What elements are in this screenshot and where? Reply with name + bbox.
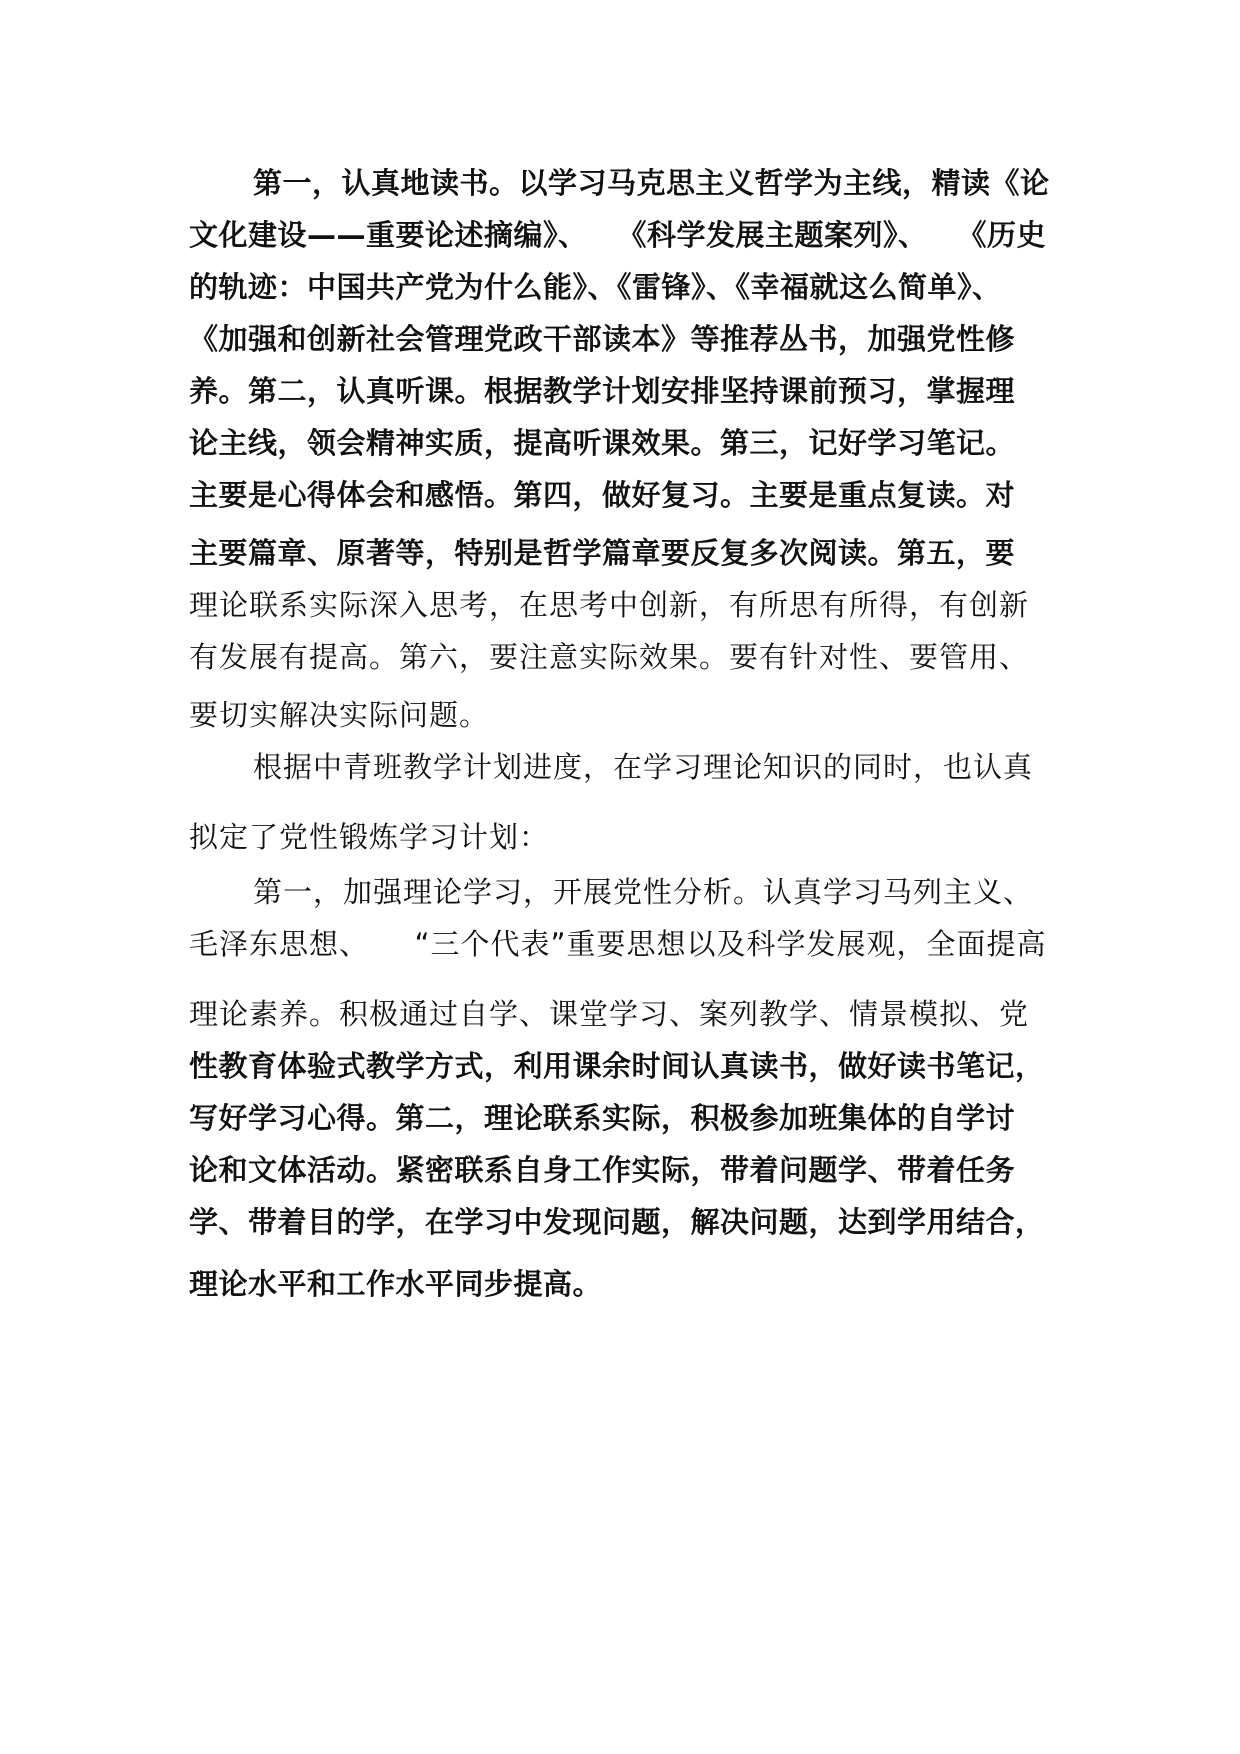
paragraph-1-line-1: 第一，认真地读书。以学习马克思主义哲学为主线，精读《论	[253, 166, 1050, 200]
paragraph-3-line-8: 理论水平和工作水平同步提高。	[189, 1267, 603, 1301]
paragraph-3-line-1: 第一，加强理论学习，开展党性分析。认真学习马列主义、	[253, 875, 1034, 909]
paragraph-1-line-4: 《加强和创新社会管理党政干部读本》等推荐丛书，加强党性修	[189, 322, 1016, 356]
paragraph-3-line-4: 性教育体验式教学方式，利用课余时间认真读书，做好读书笔记，	[189, 1049, 1045, 1083]
paragraph-3-line-2: 毛泽东思想、 “三个代表”重要思想以及科学发展观，全面提高	[189, 927, 1047, 961]
paragraph-2-line-1: 根据中青班教学计划进度，在学习理论知识的同时，也认真	[253, 750, 1034, 784]
paragraph-1-line-10: 有发展有提高。第六，要注意实际效果。要有针对性、要管用、	[189, 640, 1030, 674]
paragraph-1-line-9: 理论联系实际深入思考，在思考中创新，有所思有所得，有创新	[189, 588, 1030, 622]
paragraph-1-line-8: 主要篇章、原著等，特别是哲学篇章要反复多次阅读。第五，要	[189, 536, 1016, 570]
paragraph-1-line-5: 养。第二，认真听课。根据教学计划安排坚持课前预习，掌握理	[189, 374, 1016, 408]
paragraph-2-line-2: 拟定了党性锻炼学习计划：	[189, 820, 550, 854]
paragraph-3-line-6: 论和文体活动。紧密联系自身工作实际，带着问题学、带着任务	[189, 1153, 1016, 1187]
paragraph-1-line-7: 主要是心得体会和感悟。第四，做好复习。主要是重点复读。对	[189, 478, 1016, 512]
paragraph-1-line-3: 的轨迹：中国共产党为什么能》、《雷锋》、《幸福就这么简单》、	[189, 270, 1002, 304]
paragraph-1-line-2: 文化建设——重要论述摘编》、 《科学发展主题案列》、 《历史	[189, 218, 1047, 252]
paragraph-1-line-6: 论主线，领会精神实质，提高听课效果。第三，记好学习笔记。	[189, 426, 1016, 460]
paragraph-3-line-3: 理论素养。积极通过自学、课堂学习、案列教学、情景模拟、党	[189, 997, 1030, 1031]
paragraph-3-line-7: 学、带着目的学，在学习中发现问题，解决问题，达到学用结合，	[189, 1205, 1045, 1239]
paragraph-3-line-5: 写好学习心得。第二，理论联系实际，积极参加班集体的自学讨	[189, 1101, 1016, 1135]
paragraph-1-line-11: 要切实解决实际问题。	[189, 698, 490, 732]
